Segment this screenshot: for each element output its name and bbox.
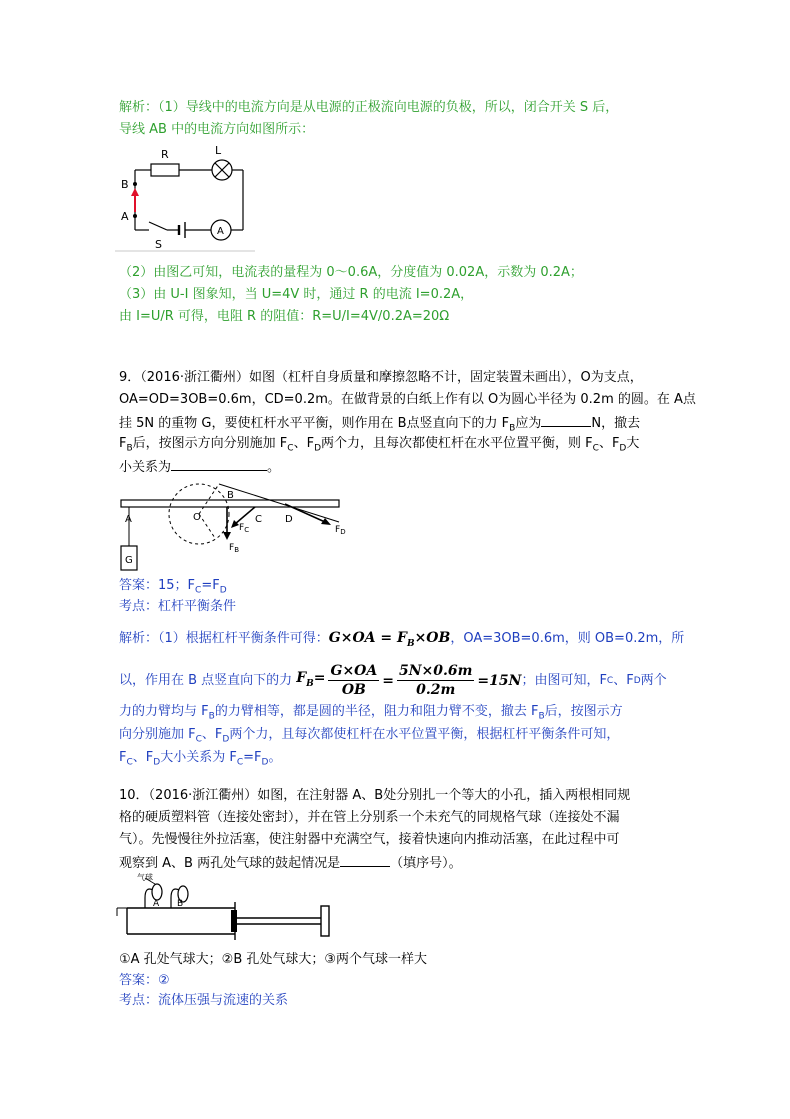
svg-text:S: S [155,238,162,251]
analysis-8-part4: 由 I=U/R 可得，电阻 R 的阻值：R=U/I=4V/0.2A=20Ω [119,309,450,324]
answer-blank-1[interactable] [541,412,591,427]
svg-text:G: G [125,555,133,566]
q9-line3: 挂 5N 的重物 G，要使杠杆水平平衡，则作用在 B点竖直向下的力 $F_B$应为 N，撤去 [119,412,640,439]
svg-text:A: A [217,226,224,237]
q10-options: ①A 孔处气球大；②B 孔处气球大；③两个气球一样大 [119,952,428,967]
svg-text:R: R [161,148,169,161]
force-fb-arrow-icon [223,532,231,540]
lever-bar [121,500,339,507]
balloon-a-icon [152,884,162,900]
fraction-1: $\frac{G\times OA}{OB}$ [330,663,378,699]
current-arrow-icon [131,188,139,196]
svg-text:O: O [193,512,201,523]
switch-icon [149,222,167,230]
q9-line4: $F_B$后，按图示方向分别施加 $F_C$、$F_D$两个力，且每次都使杠杆在水平位置平衡，则 $F_C$、$F_D$大 [119,436,640,454]
svg-text:B: B [227,490,234,501]
svg-text:D: D [285,514,293,525]
q9-topic: 考点：杠杆平衡条件 [119,599,237,614]
lever-diagram [115,476,355,578]
q9-line5: 小关系为 。 [119,456,280,478]
answer-blank-3[interactable] [340,852,390,867]
svg-text:A: A [125,514,132,525]
formula-lever-balance: $G\times OA = F_B\times OB$ [328,630,451,649]
q9-line1: 9．（2016·浙江衢州）如图（杠杆自身质量和摩擦忽略不计，固定装置未画出），O为支点， [119,370,643,385]
svg-text:FC: $F_C$ [239,523,250,534]
plunger-head [231,910,237,932]
q9-analysis4: 向分别施加 $F_C$、$F_D$两个力，且每次都使杠杆在水平位置平衡，根据杠杆平衡条件可知， [119,727,620,745]
analysis-8-part3: （3）由 U-I 图象知，当 U=4V 时，通过 R 的电流 I=0.2A， [119,287,474,302]
svg-text:FB: $F_B$ [229,543,239,554]
q10-line3: 气）。先慢慢往外拉活塞，使注射器中充满空气，接着快速向内推动活塞，在此过程中可 [119,832,620,847]
svg-text:FD: $F_D$ [335,525,346,536]
svg-text:气球: 气球 [137,873,153,882]
svg-text:B: B [121,178,129,191]
fraction-2: $\frac{5N\times 0.6m}{0.2m}$ [398,663,473,699]
analysis-8-line1: 解析：（1）导线中的电流方向是从电源的正极流向电源的负极，所以，闭合开关 S 后， [119,100,619,115]
plunger-handle [321,906,329,936]
svg-text:B: B [177,899,184,909]
q10-answer: 答案：② [119,973,170,988]
q9-analysis2: 以，作用在 B 点竖直向下的力 $F_B=$ $\frac{G\times OA}{OB}$ = $\frac{5N\times 0.6m}{0.2m}$ =15N ；由图可知，F C 、F D 两个 [119,663,667,699]
svg-text:A: A [121,210,129,223]
resistor-r [151,164,179,176]
svg-text:A: A [153,899,160,909]
q10-line2: 格的硬质塑料管（连接处密封），并在管上分别系一个未充气的同规格气球（连接处不漏 [119,810,620,825]
answer-blank-2[interactable] [171,456,267,471]
q9-answer: 答案：15；$F_C=F_D$ [119,578,227,596]
q10-line1: 10．（2016·浙江衢州）如图，在注射器 A、B处分别扎一个等大的小孔，插入两根相同规 [119,788,631,803]
q9-line2: OA=OD=3OB=0.6m，CD=0.2m。在做背景的白纸上作有以 O为圆心半径为 0.2m 的圆。在 A点 [119,392,696,407]
analysis-8-line2: 导线 AB 中的电流方向如图所示： [119,122,315,137]
q9-analysis5: $F_C$、$F_D$大小关系为 $F_C=F_D$。 [119,750,282,768]
q10-line4: 观察到 A、B 两孔处气球的鼓起情况是 （填序号）。 [119,852,462,874]
analysis-8-part2: （2）由图乙可知，电流表的量程为 0～0.6A，分度值为 0.02A，示数为 0.2A； [119,265,583,280]
q9-analysis1: 解析：（1）根据杠杆平衡条件可得：$G\times OA = F_B\times OB$，OA=3OB=0.6m，则 OB=0.2m，所 [119,630,685,649]
syringe-diagram [115,872,335,946]
circuit-diagram [115,142,255,260]
svg-text:C: C [255,514,262,525]
q9-analysis3: 力的力臂均与 $F_B$的力臂相等，都是圆的半径，阻力和阻力臂不变，撤去 $F_B$后，按图示方 [119,704,623,722]
q10-topic: 考点：流体压强与流速的关系 [119,993,289,1008]
svg-text:L: L [215,144,222,157]
